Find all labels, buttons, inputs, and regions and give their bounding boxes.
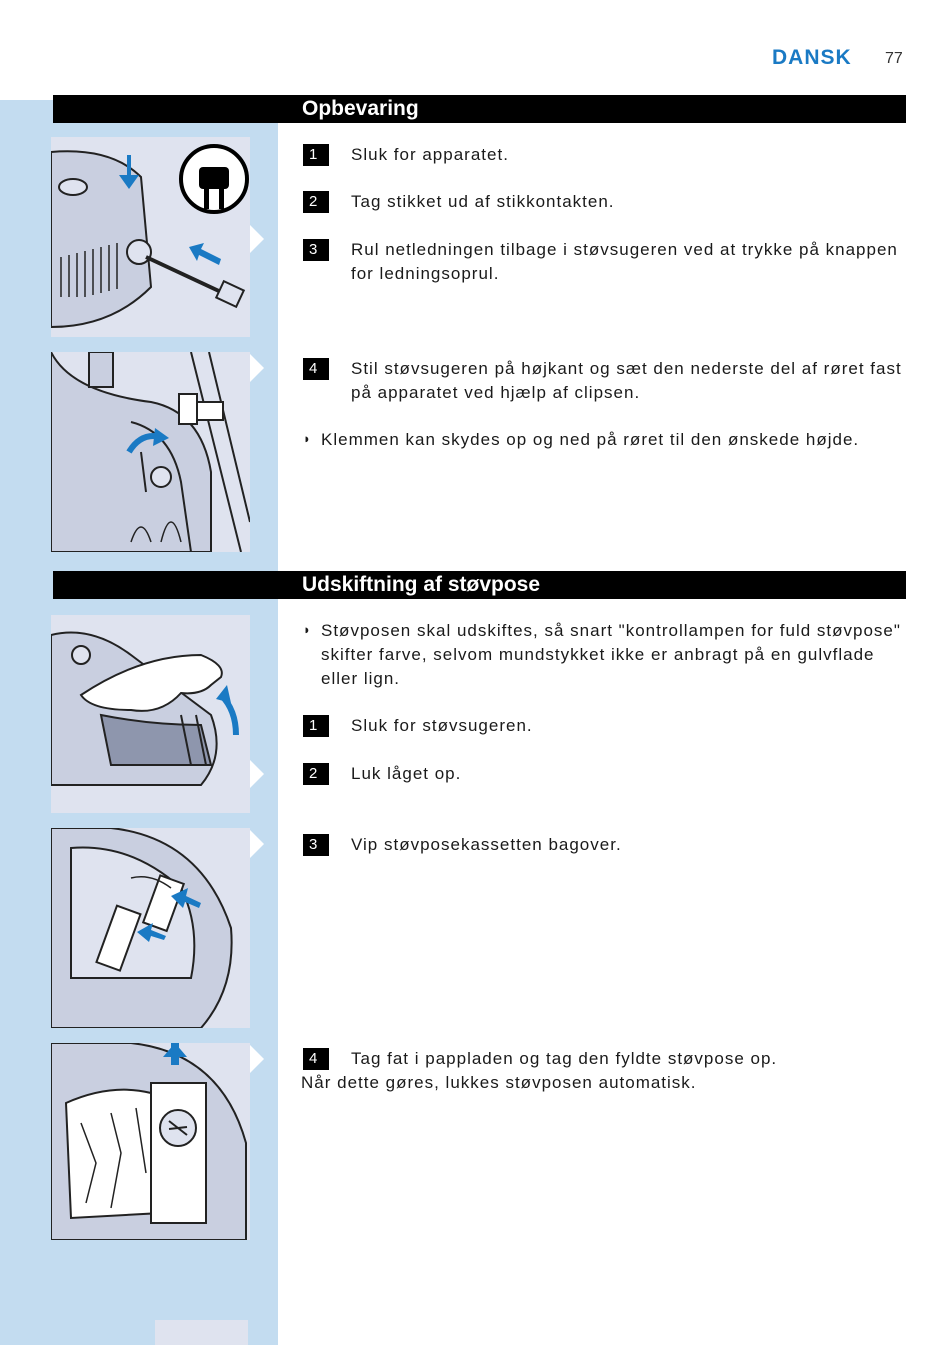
page-number: 77: [885, 50, 903, 67]
step-number: 1: [303, 715, 329, 737]
section-title: Opbevaring: [302, 97, 419, 120]
step-text: Stil støvsugeren på højkant og sæt den nederste del af røret fast på apparatet ved hjælp af clipsen.: [351, 359, 902, 402]
note-bullet-icon: ◗: [303, 622, 311, 637]
illustration-tube-clip: [51, 352, 250, 552]
note: [303, 619, 906, 691]
step-4: [303, 357, 906, 405]
followup-text: Når dette gøres, lukkes støvposen automatisk.: [301, 1073, 697, 1092]
step-text: Sluk for støvsugeren.: [351, 716, 533, 735]
note: [303, 428, 906, 452]
step-4: [303, 1047, 906, 1071]
illustration-notch: [250, 1045, 264, 1073]
note-text: Klemmen kan skydes op og ned på røret til den ønskede højde.: [321, 430, 860, 449]
step-text: Sluk for apparatet.: [351, 145, 509, 164]
note-text: Støvposen skal udskiftes, så snart "kontrollampen for fuld støvpose" skifter farve, selvom mundstykket ikke er anbragt på en gulvflade eller lign.: [321, 621, 901, 688]
step-2: [303, 190, 615, 214]
language-label: DANSK: [772, 46, 852, 69]
step-number: 1: [303, 144, 329, 166]
step-text: Tag fat i pappladen og tag den fyldte støvpose op.: [351, 1049, 778, 1068]
illustration-notch: [250, 354, 264, 382]
step-3: [303, 238, 906, 286]
illustration-notch: [250, 760, 264, 788]
illustration-notch: [250, 225, 264, 253]
step-3: [303, 833, 622, 857]
section-header-dustbag: [53, 571, 906, 599]
illustration-unplug: [51, 137, 250, 337]
step-number: 4: [303, 358, 329, 380]
step-text: Vip støvposekassetten bagover.: [351, 835, 622, 854]
note-bullet-icon: ◗: [303, 431, 311, 446]
step-number: 3: [303, 239, 329, 261]
illustration-tilt-cassette: [51, 828, 250, 1028]
section-header-storage: [53, 95, 906, 123]
step-2: [303, 762, 461, 786]
step-number: 2: [303, 191, 329, 213]
step-1: [303, 714, 533, 738]
illustration-notch: [250, 830, 264, 858]
footer-box: [155, 1320, 248, 1345]
section-title: Udskiftning af støvpose: [302, 573, 541, 596]
step-1: [303, 143, 509, 167]
illustration-open-lid: [51, 615, 250, 813]
step-number: 3: [303, 834, 329, 856]
step-text: Tag stikket ud af stikkontakten.: [351, 192, 615, 211]
illustration-remove-bag: [51, 1043, 250, 1240]
step-number: 2: [303, 763, 329, 785]
step-text: Rul netledningen tilbage i støvsugeren ved at trykke på knappen for ledningsoprul.: [351, 240, 898, 283]
step-number: 4: [303, 1048, 329, 1070]
step-text: Luk låget op.: [351, 764, 462, 783]
